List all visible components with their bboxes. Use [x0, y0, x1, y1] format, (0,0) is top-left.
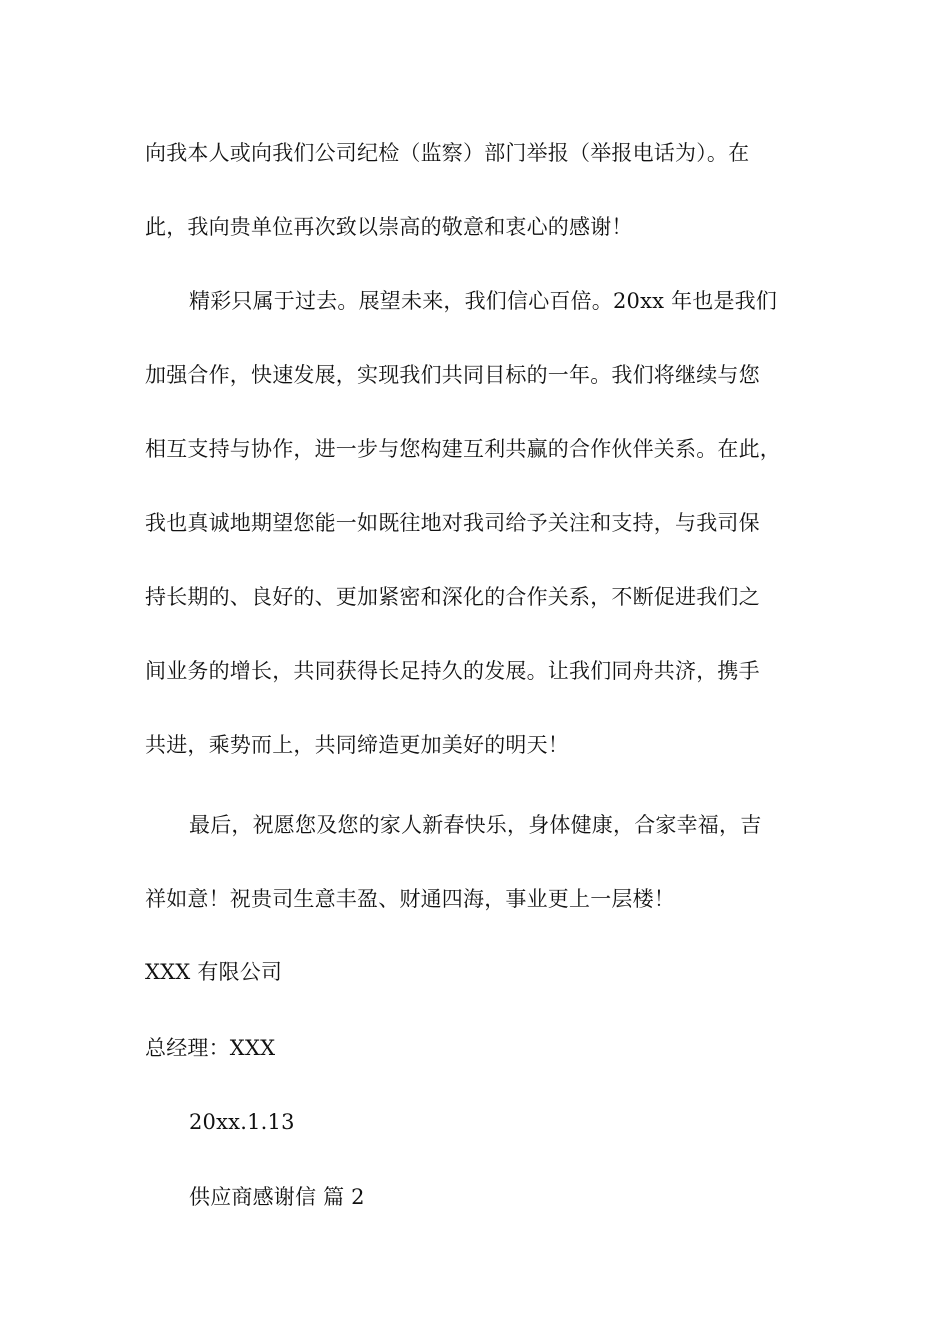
paragraph-line-11: 祥如意！祝贵司生意丰盈、财通四海，事业更上一层楼！	[145, 887, 675, 911]
paragraph-line-4: 加强合作，快速发展，实现我们共同目标的一年。我们将继续与您	[145, 363, 760, 387]
paragraph-line-10: 最后，祝愿您及您的家人新春快乐，身体健康，合家幸福，吉	[189, 813, 762, 837]
paragraph-line-6: 我也真诚地期望您能一如既往地对我司给予关注和支持，与我司保	[145, 511, 760, 535]
company-name: XXX 有限公司	[145, 960, 283, 984]
paragraph-line-2: 此，我向贵单位再次致以崇高的敬意和衷心的感谢！	[145, 215, 633, 239]
paragraph-line-3: 精彩只属于过去。展望未来，我们信心百倍。20xx 年也是我们	[189, 289, 778, 313]
paragraph-line-7: 持长期的、良好的、更加紧密和深化的合作关系，不断促进我们之	[145, 585, 760, 609]
paragraph-line-1: 向我本人或向我们公司纪检（监察）部门举报（举报电话为）。在	[145, 141, 750, 165]
paragraph-line-9: 共进，乘势而上，共同缔造更加美好的明天！	[145, 733, 569, 757]
general-manager: 总经理：XXX	[145, 1036, 276, 1060]
letter-date: 20xx.1.13	[189, 1110, 295, 1134]
next-section-title: 供应商感谢信 篇 2	[189, 1185, 365, 1209]
paragraph-line-8: 间业务的增长，共同获得长足持久的发展。让我们同舟共济，携手	[145, 659, 760, 683]
paragraph-line-5: 相互支持与协作，进一步与您构建互利共赢的合作伙伴关系。在此，	[145, 437, 781, 461]
